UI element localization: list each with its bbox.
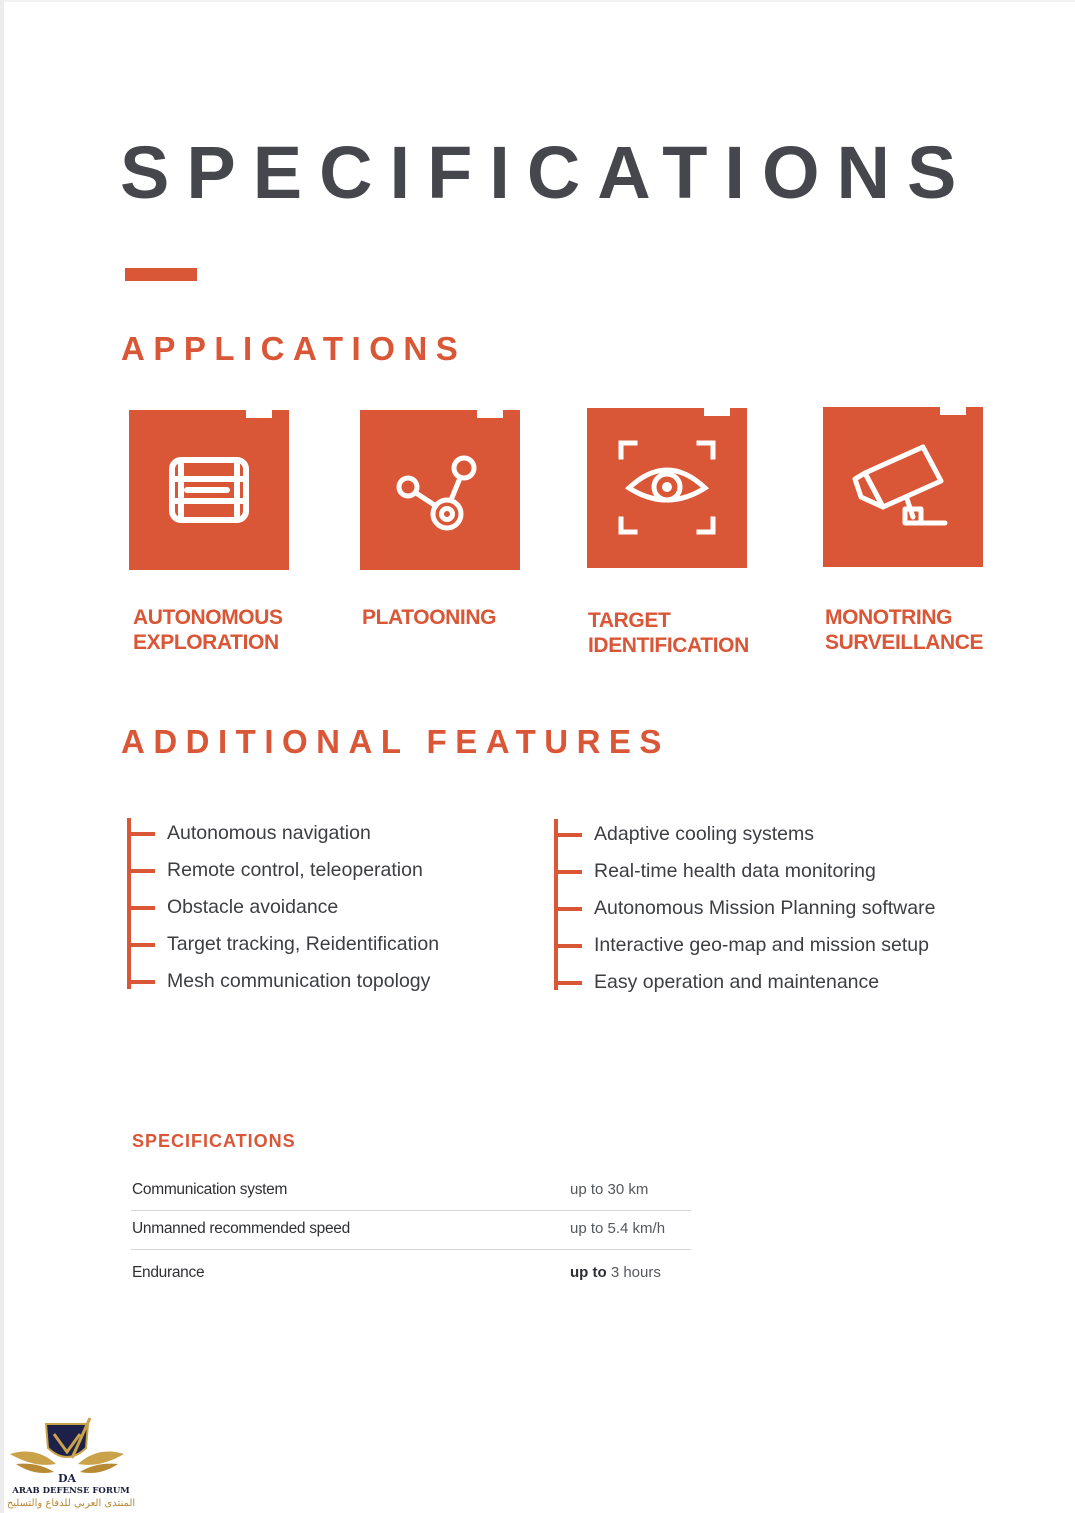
- spec-value: up to 30 km: [570, 1181, 649, 1198]
- specifications-table: [131, 1172, 691, 1294]
- list-item: Autonomous Mission Planning software: [554, 893, 994, 923]
- page-top-edge: [4, 0, 1075, 2]
- list-item: Mesh communication topology: [127, 966, 567, 996]
- app-tile-autonomous-exploration: [129, 410, 289, 570]
- spec-value: up to 3 hours: [570, 1264, 661, 1281]
- list-item: Easy operation and maintenance: [554, 967, 994, 997]
- page-left-edge: [0, 0, 4, 1513]
- feature-list-left: [127, 818, 567, 993]
- app-label-target-identification: TARGET IDENTIFICATION: [588, 609, 749, 657]
- list-item: Obstacle avoidance: [127, 892, 567, 922]
- table-row: [131, 1172, 691, 1211]
- app-label-platooning: PLATOONING: [362, 606, 497, 629]
- applications-heading: APPLICATIONS: [121, 330, 467, 367]
- spec-key: Communication system: [132, 1181, 288, 1198]
- list-item: Remote control, teleoperation: [127, 855, 567, 885]
- node-graph-icon: [360, 410, 520, 570]
- shield-wings-logo-icon: [6, 1412, 128, 1484]
- app-label-monitoring-surveillance: MONOTRING SURVEILLANCE: [825, 606, 984, 654]
- table-row: [131, 1250, 691, 1294]
- spec-key: Endurance: [132, 1264, 205, 1281]
- app-tile-platooning: [360, 410, 520, 570]
- app-tile-monitoring-surveillance: [823, 407, 983, 567]
- title-accent-bar: [125, 268, 197, 281]
- arab-defense-forum-watermark: [6, 1412, 136, 1512]
- spec-key: Unmanned recommended speed: [132, 1220, 350, 1237]
- list-item: Target tracking, Reidentification: [127, 929, 567, 959]
- list-item: Interactive geo-map and mission setup: [554, 930, 994, 960]
- table-row: [131, 1211, 691, 1250]
- additional-features-heading: ADDITIONAL FEATURES: [121, 723, 670, 760]
- app-label-autonomous-exploration: AUTONOMOUS EXPLORATION: [133, 606, 283, 654]
- list-item: Autonomous navigation: [127, 818, 567, 848]
- security-camera-icon: [823, 407, 983, 567]
- page-title: SPECIFICATIONS: [120, 131, 974, 214]
- specifications-heading: SPECIFICATIONS: [132, 1131, 296, 1151]
- app-tile-target-identification: [587, 408, 747, 568]
- eye-scan-icon: [587, 408, 747, 568]
- watermark-name-en: ARAB DEFENSE FORUM: [12, 1486, 130, 1496]
- feature-list-right: [554, 819, 994, 994]
- list-item: Adaptive cooling systems: [554, 819, 994, 849]
- watermark-name-ar: المنتدى العربي للدفاع والتسليح: [6, 1498, 136, 1509]
- svg-text:DA: DA: [57, 1472, 77, 1484]
- spec-value: up to 5.4 km/h: [570, 1220, 666, 1237]
- list-item: Real-time health data monitoring: [554, 856, 994, 886]
- server-box-icon: [129, 410, 289, 570]
